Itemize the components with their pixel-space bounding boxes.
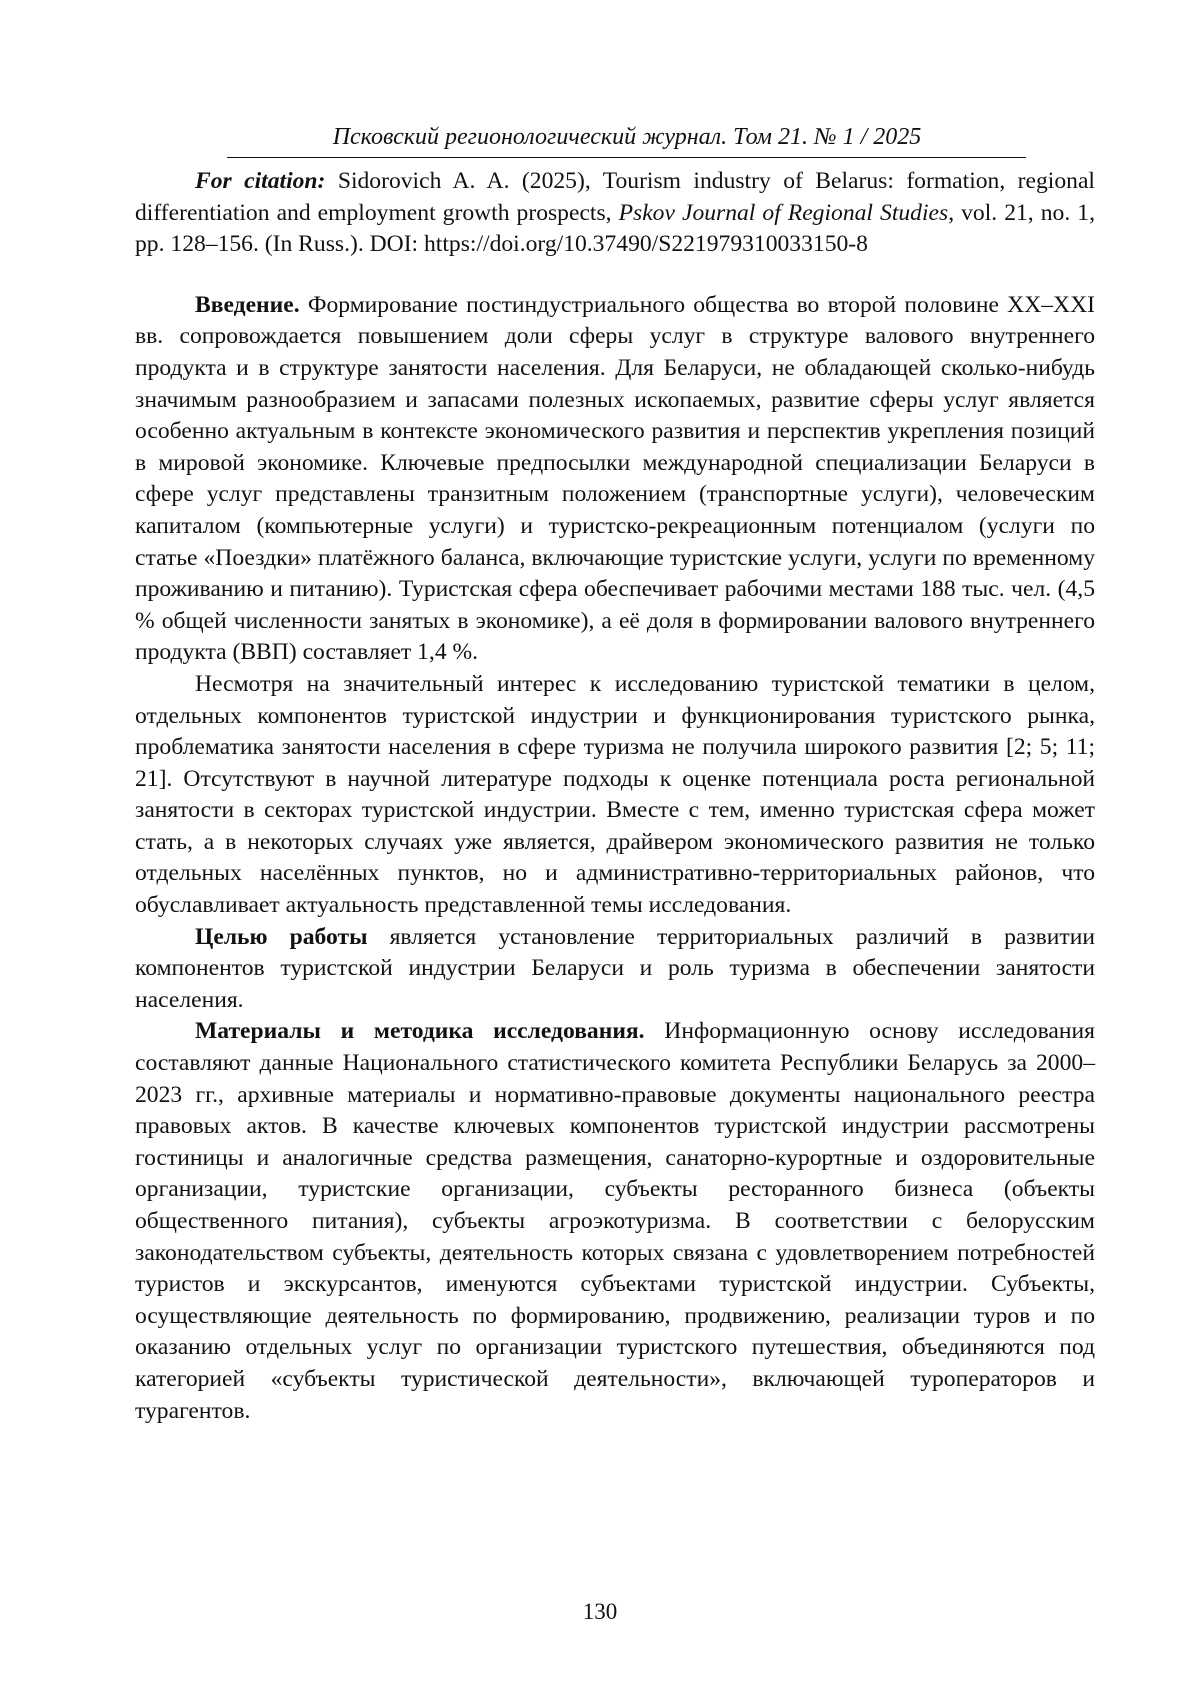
- page-number: 130: [582, 1599, 618, 1624]
- goal-text: является установление территориальных различий в развитии компонентов туристской индустрии Беларуси и роль туризма в обеспечении занятости населения.: [135, 923, 1095, 1013]
- body-text: [135, 166, 1095, 1427]
- citation-paragraph: [135, 166, 1095, 261]
- goal-paragraph: [135, 922, 1095, 1017]
- methods-paragraph: [135, 1016, 1095, 1427]
- second-text: Несмотря на значительный интерес к исследованию туристской тематики в целом, отдельных компонентов туристской индустрии и функционирования туристского рынка, проблематика занятости населения в сфере туризма не получила широкого развития [2; 5; 11; 21]. Отсутствуют в научной литературе подходы к оценке потенциала роста региональной занятости в секторах туристской индустрии. Вместе с тем, именно туристская сфера может стать, а в некоторых случаях уже является, драйвером экономического развития не только отдельных населённых пунктов, но и административно-территориальных районов, что обуславливает актуальность представленной темы исследования.: [135, 670, 1095, 919]
- intro-heading: Введение.: [195, 291, 300, 318]
- citation-label: For citation:: [195, 168, 326, 194]
- methods-heading: Материалы и методика исследования.: [195, 1018, 645, 1045]
- citation-journal: Pskov Journal of Regional Studies: [618, 199, 949, 226]
- intro-text: Формирование постиндустриального общества во второй половине XX–XXI вв. сопровождается повышением доли сферы услуг в структуре валового внутреннего продукта и в структуре занятости населения. Для Беларуси, не обладающей сколько-нибудь значимым разнообразием и запасами полезных ископаемых, развитие сферы услуг является особенно актуальным в контексте экономического развития и перспектив укрепления позиций в мировой экономике. Ключевые предпосылки международной специализации Беларуси в сфере услуг представлены транзитным положением (транспортные услуги), человеческим капиталом (компьютерные услуги) и туристско-рекреационным потенциалом (услуги по статье «Поездки» платёжного баланса, включающие туристские услуги, услуги по временному проживанию и питанию). Туристская сфера обеспечивает рабочими местами 188 тыс. чел. (4,5 % общей численности занятых в экономике), а её доля в формировании валового внутреннего продукта (ВВП) составляет 1,4 %.: [135, 291, 1095, 666]
- second-paragraph: [135, 669, 1095, 922]
- methods-text: Информационную основу исследования составляют данные Национального статистического комитета Республики Беларусь за 2000–2023 гг., архивные материалы и нормативно-правовые документы национального реестра правовых актов. В качестве ключевых компонентов туристской индустрии рассмотрены гостиницы и аналогичные средства размещения, санаторно-курортные и оздоровительные организации, туристские организации, субъекты ресторанного бизнеса (объекты общественного питания), субъекты агроэкотуризма. В соответствии с белорусским законодательством субъекты, деятельность которых связана с удовлетворением потребностей туристов и экскурсантов, именуются субъектами туристской индустрии. Субъекты, осуществляющие деятельность по формированию, продвижению, реализации туров и по оказанию отдельных услуг по организации туристского путешествия, объединяются под категорией «субъекты туристической деятельности», включающей туроператоров и турагентов.: [135, 1018, 1095, 1424]
- header-rule: [227, 157, 1026, 158]
- goal-heading: Целью работы: [195, 923, 368, 950]
- citation-doi-text: , vol. 21, no. 1, pp. 128–156. (In Russ.). DOI: https://doi.org/10.37490/S221979310033150-8: [135, 199, 1095, 258]
- citation-text: Sidorovich A. A. (2025), Tourism industry of Belarus: formation, regional differentiation and employment growth prospects,: [135, 168, 1095, 226]
- running-head: Псковский регионологический журнал. Том 21. № 1 / 2025: [332, 124, 922, 150]
- intro-paragraph: [135, 290, 1095, 669]
